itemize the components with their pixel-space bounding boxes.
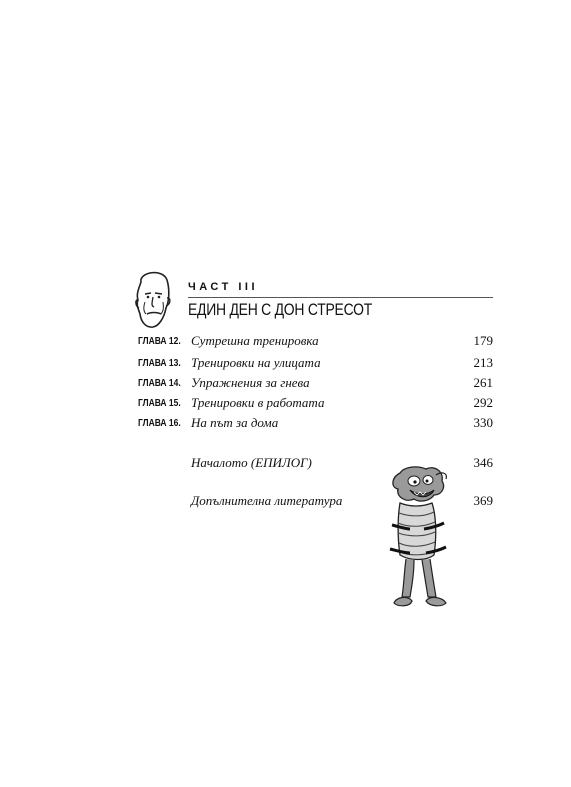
bald-man-face-icon [133, 268, 175, 330]
chapter-number: ГЛАВА 16. [138, 418, 181, 429]
chapter-page: 213 [473, 355, 493, 370]
further-reading-page: 369 [473, 493, 493, 508]
chapter-number: ГЛАВА 15. [138, 398, 181, 409]
part-label: ЧАСТ III [188, 281, 259, 293]
further-reading-title: Допълнителна литература [191, 493, 343, 508]
divider [188, 297, 493, 298]
toc-row[interactable] [0, 333, 571, 353]
chapter-number: ГЛАВА 13. [138, 358, 181, 369]
chapter-title: Тренировки в работата [191, 395, 325, 410]
chapter-page: 330 [473, 415, 493, 430]
chapter-title: Сутрешна тренировка [191, 333, 319, 348]
epilogue-title: Началото (ЕПИЛОГ) [191, 455, 312, 470]
chapter-title: На път за дома [191, 415, 279, 430]
toc-row[interactable] [0, 395, 571, 415]
toc-row-further-reading[interactable] [0, 493, 571, 513]
chapter-number: ГЛАВА 12. [138, 336, 181, 347]
part-title: ЕДИН ДЕН С ДОН СТРЕСОТ [188, 300, 372, 319]
toc-row[interactable] [0, 355, 571, 375]
chapter-title: Тренировки на улицата [191, 355, 321, 370]
bandaged-creature-illustration [370, 465, 458, 613]
chapter-number: ГЛАВА 14. [138, 378, 181, 389]
chapter-page: 179 [473, 333, 493, 348]
chapter-title: Упражнения за гнева [191, 375, 310, 390]
toc-row[interactable] [0, 415, 571, 435]
chapter-page: 261 [473, 375, 493, 390]
chapter-page: 292 [473, 395, 493, 410]
toc-row-epilogue[interactable] [0, 455, 571, 475]
toc-row[interactable] [0, 375, 571, 395]
epilogue-page: 346 [473, 455, 493, 470]
